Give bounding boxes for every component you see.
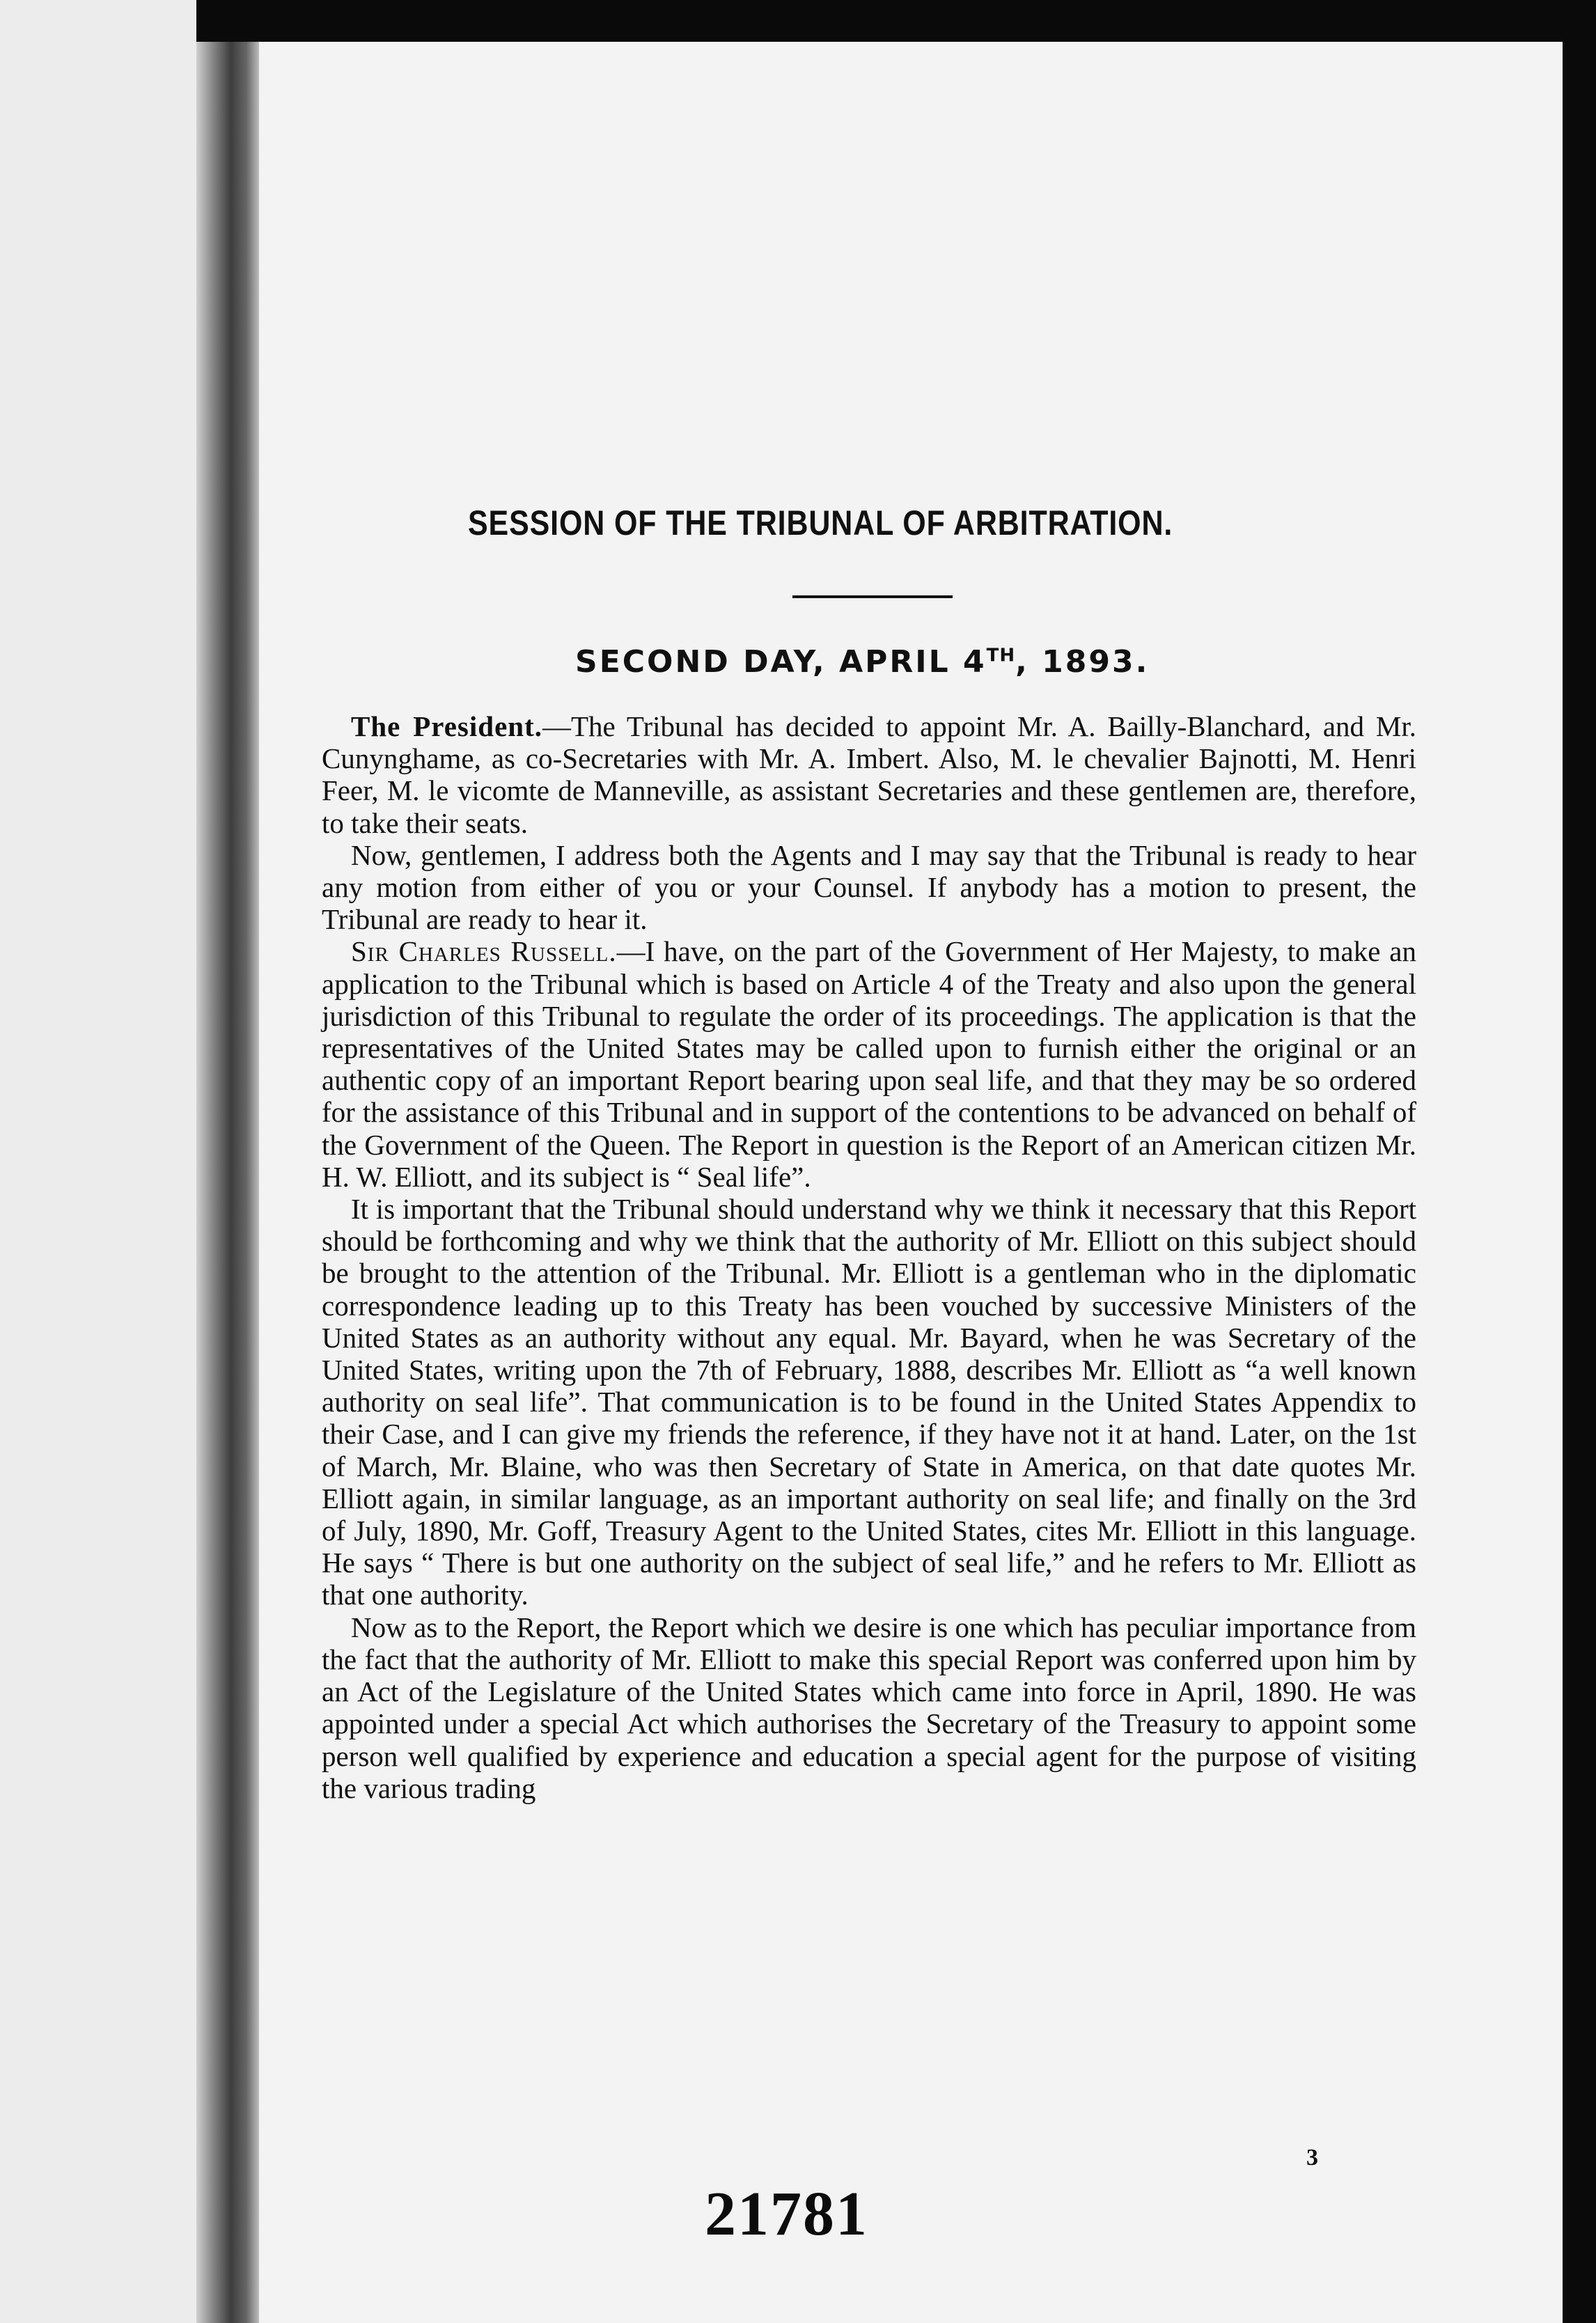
paragraph-text: —I have, on the part of the Government of Her Majesty, to make an application to the Tribunal which is based on Article 4 of the Treaty and also upon the general jurisdiction of this Tribunal to regulate the order of its proceedings. The application is that the representatives of the United States may be called upon to furnish either the original or an authentic copy of an important Report bearing upon seal life, and that they may be so ordered for the assistance of this Tribunal and in support of the contentions to be advanced on behalf of the Government of the Queen. The Report in question is the Report of an American citizen Mr. H. W. Elliott, and its subject is “ Seal life”. bbox=[322, 935, 1417, 1193]
paragraph-text: Now as to the Report, the Report which we desire is one which has peculiar importance from the fact that the authority of Mr. Elliott to make this special Report was conferred upon him by an Act of the Legislature of the United States which came into force in April, 1890. He was appointed under a special Act which authorises the Secretary of the Treasury to appoint some person well qualified by experience and education a special agent for the purpose of visiting the various trading bbox=[322, 1611, 1416, 1804]
stamp-number: 21781 bbox=[705, 2180, 868, 2248]
speaker-name: The President. bbox=[351, 710, 542, 742]
book-gutter bbox=[196, 42, 259, 2323]
paragraph bbox=[322, 1611, 1416, 1804]
left-page-edge bbox=[0, 0, 196, 2323]
page-title: SESSION OF THE TRIBUNAL OF ARBITRATION. bbox=[468, 503, 1173, 542]
paragraph-text: Now, gentlemen, I address both the Agents and I may say that the Tribunal is ready to hear any motion from either of you or your Counsel. If anybody has a motion to present, the Tribunal are ready to hear it. bbox=[322, 838, 1416, 936]
subtitle-suffix: , 1893. bbox=[1015, 644, 1150, 680]
session-date-heading bbox=[575, 644, 1149, 680]
paragraph-text: It is important that the Tribunal should understand why we think it necessary that this Report should be forthcoming and why we think that the authority of Mr. Elliott on this subject should be brought to the attention of the Tribunal. Mr. Elliott is a gentleman who in the diplomatic correspondence leading up to this Treaty has been vouched by successive Ministers of the United States as an authority without any equal. Mr. Bayard, when he was Secretary of the United States, writing upon the 7th of February, 1888, describes Mr. Elliott as “a well known authority on seal life”. That communication is to be found in the United States Appendix to their Case, and I can give my friends the reference, if they have not it at hand. Later, on the 1st of March, Mr. Blaine, who was then Secretary of State in America, on that date quotes Mr. Elliott again, in similar language, as an important authority on seal life; and finally on the 3rd of July, 1890, Mr. Goff, Treasury Agent to the United States, cites Mr. Elliott in this language. He says “ There is but one authority on the subject of seal life,” and he refers to Mr. Elliott as that one authority. bbox=[322, 1193, 1416, 1611]
subtitle-prefix: SECOND DAY, APRIL 4 bbox=[575, 644, 987, 680]
paragraph bbox=[322, 839, 1416, 936]
title-divider bbox=[792, 595, 953, 598]
paragraph bbox=[322, 710, 1416, 839]
paragraph bbox=[322, 935, 1416, 1193]
body-text bbox=[322, 710, 1416, 1804]
page-number: 3 bbox=[1306, 2145, 1318, 2171]
paragraph bbox=[322, 1193, 1416, 1611]
subtitle-superscript: TH bbox=[986, 645, 1016, 666]
paragraph-text: —The Tribunal has decided to appoint Mr. A. Bailly-Blanchard, and Mr. Cunynghame, as co-Secretaries with Mr. A. Imbert. Also, M. le chevalier Bajnotti, M. Henri Feer, M. le vicomte de Manneville, as assistant Secretaries and these gentlemen are, therefore, to take their seats. bbox=[322, 710, 1416, 839]
speaker-name: Sir Charles Russell. bbox=[351, 935, 617, 968]
